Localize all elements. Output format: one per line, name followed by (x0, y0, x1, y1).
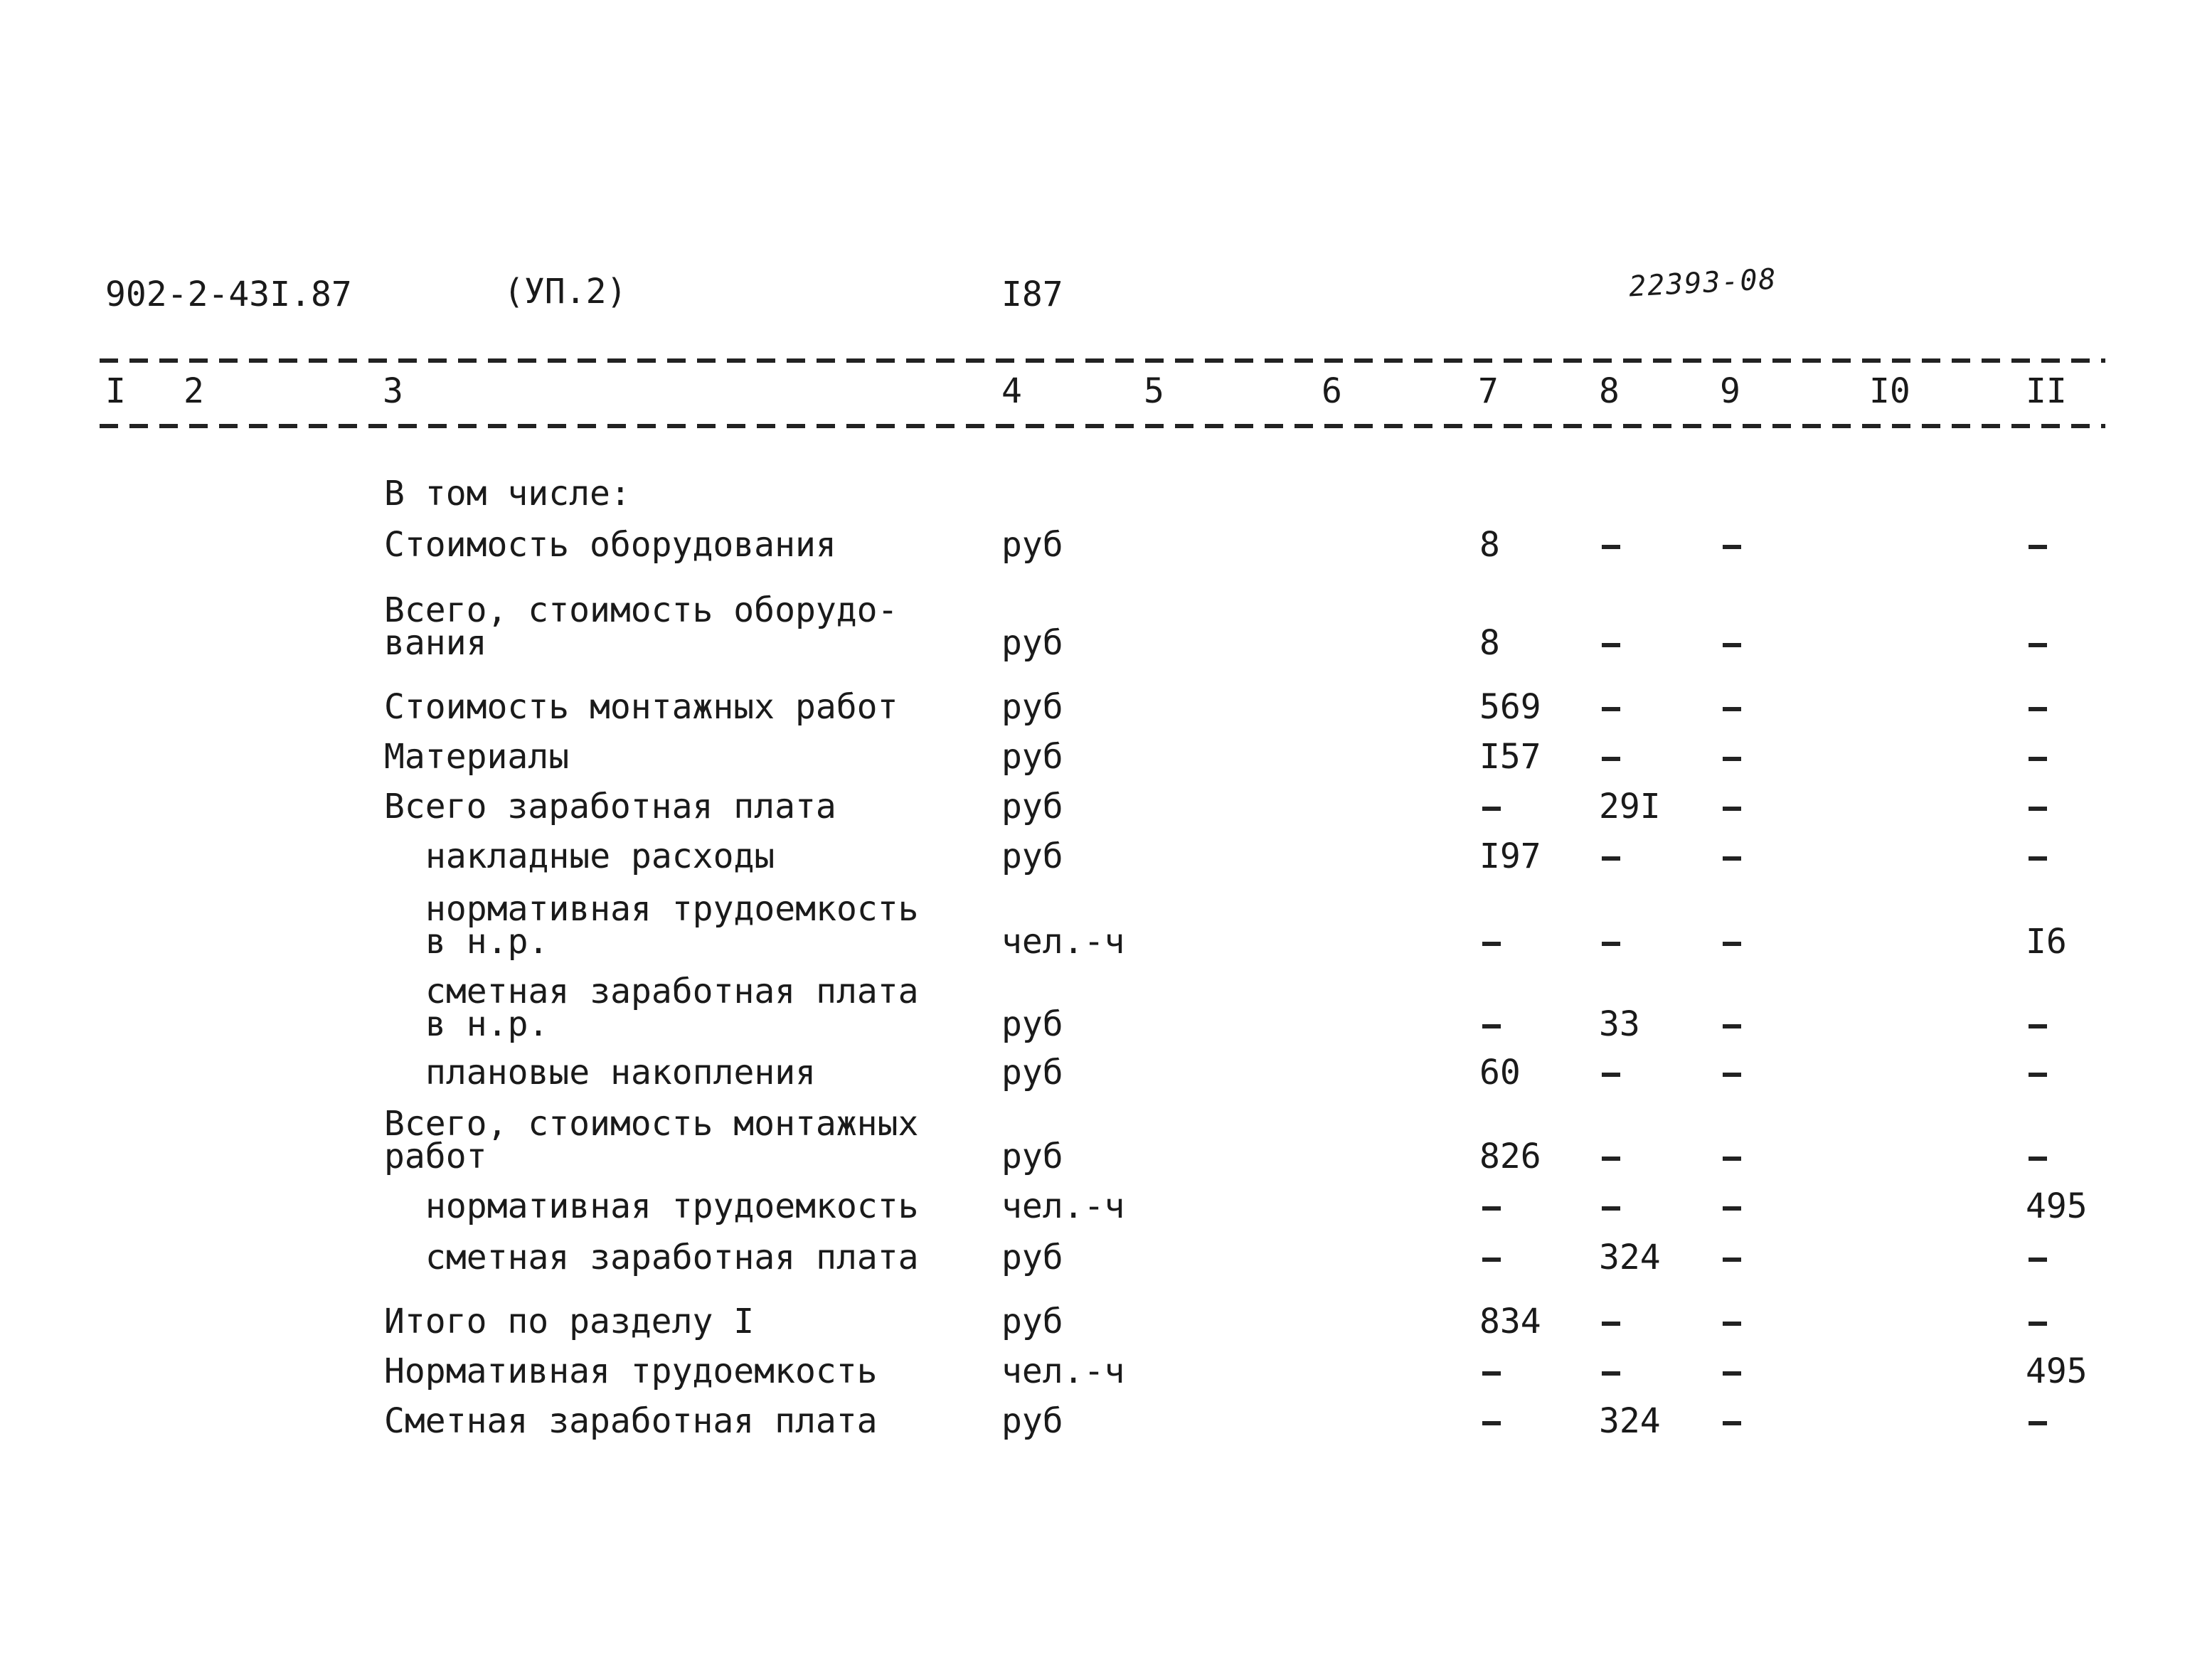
document-number: 902-2-43I.87 (105, 275, 352, 314)
row-label: Стоимость монтажных работ (384, 687, 898, 727)
col9-cell-dash (1723, 1421, 1741, 1425)
column-number: 4 (1001, 371, 1022, 411)
col11-cell-dash (2029, 1322, 2047, 1326)
col8-cell: 29I (1599, 787, 1661, 826)
col8-cell-dash (1602, 1157, 1620, 1161)
col11-cell-dash (2029, 707, 2047, 711)
col9-cell-dash (1723, 1371, 1741, 1376)
col7-cell-dash (1482, 1371, 1501, 1376)
album-label: (УП.2) (504, 272, 627, 312)
col9-cell-dash (1723, 807, 1741, 811)
col9-cell-dash (1723, 1322, 1741, 1326)
column-number: 2 (184, 371, 204, 411)
unit-cell: чел.-ч (1001, 1351, 1125, 1391)
col7-cell: 8 (1479, 525, 1500, 565)
header-top-rule (100, 358, 2105, 363)
column-number: 5 (1144, 371, 1164, 411)
col8-cell: 33 (1599, 1004, 1640, 1044)
row-label: сметная заработная плата (425, 972, 919, 1011)
row-label: Итого по разделу I (384, 1302, 755, 1341)
unit-cell: руб (1001, 1137, 1063, 1176)
row-label: вания (384, 623, 487, 663)
col11-cell-dash (2029, 1421, 2047, 1425)
column-number: 8 (1599, 371, 1620, 411)
row-label: Всего заработная плата (384, 787, 836, 826)
page-number: I87 (1001, 275, 1063, 314)
col8-cell-dash (1602, 707, 1620, 711)
row-label: сметная заработная плата (425, 1238, 919, 1277)
col8-cell-dash (1602, 1073, 1620, 1077)
col11-cell-dash (2029, 643, 2047, 647)
row-label: В том числе: (384, 474, 631, 514)
col8-cell-dash (1602, 1206, 1620, 1211)
unit-cell: руб (1001, 623, 1063, 663)
unit-cell: руб (1001, 1401, 1063, 1441)
col8-cell-dash (1602, 1322, 1620, 1326)
row-label: Всего, стоимость оборудо- (384, 590, 898, 630)
unit-cell: чел.-ч (1001, 1186, 1125, 1226)
unit-cell: руб (1001, 836, 1063, 876)
col7-cell: 834 (1479, 1302, 1541, 1341)
col11-cell-dash (2029, 1024, 2047, 1028)
row-label: в н.р. (425, 1004, 549, 1044)
col11-cell-dash (2029, 545, 2047, 549)
col9-cell-dash (1723, 1206, 1741, 1211)
col9-cell-dash (1723, 643, 1741, 647)
col11-cell: 495 (2026, 1351, 2088, 1391)
col8-cell-dash (1602, 942, 1620, 946)
row-label: нормативная трудоемкость (425, 1186, 919, 1226)
col11-cell-dash (2029, 856, 2047, 861)
col7-cell-dash (1482, 1206, 1501, 1211)
col7-cell-dash (1482, 942, 1501, 946)
col8-cell-dash (1602, 1371, 1620, 1376)
unit-cell: руб (1001, 1238, 1063, 1277)
col9-cell-dash (1723, 1157, 1741, 1161)
col9-cell-dash (1723, 757, 1741, 761)
col11-cell-dash (2029, 807, 2047, 811)
col8-cell: 324 (1599, 1401, 1661, 1441)
column-number: 7 (1478, 371, 1499, 411)
row-label: нормативная трудоемкость (425, 889, 919, 929)
row-label: Нормативная трудоемкость (384, 1351, 878, 1391)
unit-cell: руб (1001, 1004, 1063, 1044)
row-label: Стоимость оборудования (384, 525, 836, 565)
col7-cell: 569 (1479, 687, 1541, 727)
row-label: Всего, стоимость монтажных (384, 1104, 919, 1144)
col9-cell-dash (1723, 707, 1741, 711)
column-number: I (105, 371, 126, 411)
col7-cell: 60 (1479, 1053, 1521, 1092)
row-label: накладные расходы (425, 836, 775, 876)
archive-stamp: 22393-08 (1627, 262, 1778, 304)
col11-cell-dash (2029, 1258, 2047, 1262)
col7-cell-dash (1482, 807, 1501, 811)
col9-cell-dash (1723, 942, 1741, 946)
col8-cell-dash (1602, 856, 1620, 861)
unit-cell: руб (1001, 1302, 1063, 1341)
unit-cell: руб (1001, 687, 1063, 727)
column-number: 6 (1322, 371, 1342, 411)
col9-cell-dash (1723, 1258, 1741, 1262)
unit-cell: руб (1001, 737, 1063, 777)
col11-cell: I6 (2026, 922, 2067, 962)
col7-cell: I97 (1479, 836, 1541, 876)
column-number: II (2026, 371, 2067, 411)
col11-cell: 495 (2026, 1186, 2088, 1226)
col7-cell: 826 (1479, 1137, 1541, 1176)
col11-cell-dash (2029, 1073, 2047, 1077)
unit-cell: руб (1001, 525, 1063, 565)
unit-cell: руб (1001, 787, 1063, 826)
col9-cell-dash (1723, 545, 1741, 549)
column-number: 9 (1720, 371, 1740, 411)
col7-cell: 8 (1479, 623, 1500, 663)
col9-cell-dash (1723, 1024, 1741, 1028)
col7-cell-dash (1482, 1421, 1501, 1425)
row-label: плановые накопления (425, 1053, 817, 1092)
unit-cell: руб (1001, 1053, 1063, 1092)
col11-cell-dash (2029, 757, 2047, 761)
column-number: I0 (1869, 371, 1910, 411)
row-label: работ (384, 1137, 487, 1176)
col8-cell-dash (1602, 545, 1620, 549)
col11-cell-dash (2029, 1157, 2047, 1161)
row-label: Сметная заработная плата (384, 1401, 878, 1441)
col9-cell-dash (1723, 1073, 1741, 1077)
unit-cell: чел.-ч (1001, 922, 1125, 962)
row-label: в н.р. (425, 922, 549, 962)
col7-cell-dash (1482, 1024, 1501, 1028)
col7-cell-dash (1482, 1258, 1501, 1262)
row-label: Материалы (384, 737, 570, 777)
header-bottom-rule (100, 424, 2105, 428)
col9-cell-dash (1723, 856, 1741, 861)
column-number: 3 (383, 371, 403, 411)
col7-cell: I57 (1479, 737, 1541, 777)
col8-cell: 324 (1599, 1238, 1661, 1277)
col8-cell-dash (1602, 757, 1620, 761)
col8-cell-dash (1602, 643, 1620, 647)
